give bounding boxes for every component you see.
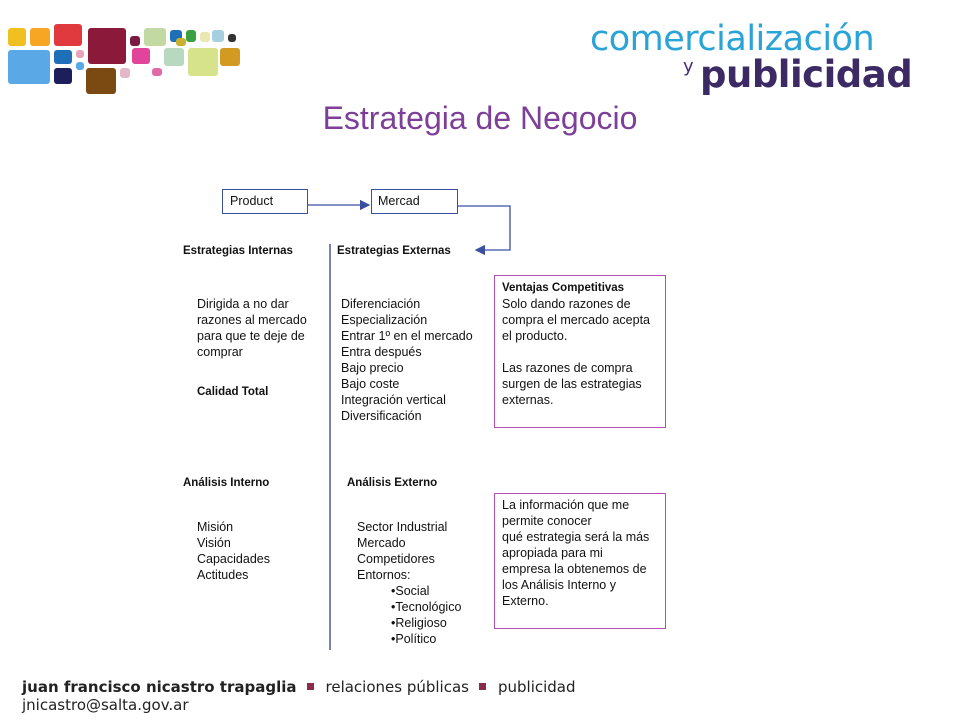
- mercad-label: Mercad: [378, 194, 420, 208]
- logo-tile: [212, 30, 224, 42]
- col2-item: Bajo precio: [341, 361, 404, 375]
- strategy-diagram: [170, 170, 680, 660]
- logo-tile: [186, 30, 196, 42]
- footer-separator: [307, 683, 314, 690]
- col2-item: Entra después: [341, 345, 422, 359]
- analisis-externo-item: Competidores: [357, 552, 435, 566]
- col1-line: para que te deje de: [197, 329, 305, 343]
- logo-tile: [152, 68, 162, 76]
- box2-line: los Análisis Interno y: [502, 578, 616, 592]
- ventajas-competitivas-box: [494, 275, 666, 428]
- box1-line: compra el mercado acepta: [502, 313, 650, 327]
- col2-item: Diversificación: [341, 409, 422, 423]
- logo-tile: [144, 28, 166, 46]
- arrow-mercad-to-externas: [457, 206, 510, 250]
- logo-tile: [188, 48, 218, 76]
- analisis-interno-item: Misión: [197, 520, 234, 534]
- analisis-interno-item: Actitudes: [197, 568, 249, 582]
- heading-ventajas-competitivas: Ventajas Competitivas: [502, 282, 625, 294]
- analisis-externo-item: Entornos:: [357, 568, 411, 582]
- product-box: [222, 189, 308, 214]
- box2-line: apropiada para mi: [502, 546, 603, 560]
- box2-line: qué estrategia será la más: [502, 530, 650, 544]
- logo-tile: [88, 28, 126, 64]
- footer-email: jnicastro@salta.gov.ar: [22, 696, 189, 714]
- brand-line2: publicidad: [700, 53, 913, 96]
- col2-item: Entrar 1º en el mercado: [341, 329, 473, 343]
- analisis-externo-item: Sector Industrial: [357, 520, 448, 534]
- logo-tile: [54, 50, 72, 64]
- footer-role-1: relaciones públicas: [325, 678, 469, 696]
- heading-estrategias-internas: Estrategias Internas: [183, 245, 293, 257]
- logo-tile: [8, 50, 50, 84]
- col2-item: Bajo coste: [341, 377, 400, 391]
- brand-line1: comercialización: [590, 19, 875, 59]
- box1-line: Las razones de compra: [502, 361, 633, 375]
- box2-line: permite conocer: [502, 514, 592, 528]
- col1-line: Dirigida a no dar: [197, 297, 289, 311]
- logo-tile: [228, 34, 236, 42]
- heading-estrategias-externas: Estrategias Externas: [337, 245, 451, 257]
- entorno-bullet: •Religioso: [391, 616, 447, 630]
- col1-line: razones al mercado: [197, 313, 307, 327]
- slide-title: Estrategia de Negocio: [322, 100, 638, 136]
- analisis-externo-item: Mercado: [357, 536, 406, 550]
- box2-line: empresa la obtenemos de: [502, 562, 647, 576]
- box1-line: externas.: [502, 393, 554, 407]
- logo-tile: [54, 68, 72, 84]
- box2-line: La información que me: [502, 498, 630, 512]
- logo-tile: [86, 68, 116, 94]
- box1-line: surgen de las estrategias: [502, 377, 642, 391]
- logo-tile: [8, 28, 26, 46]
- heading-analisis-interno: Análisis Interno: [183, 477, 270, 489]
- heading-analisis-externo: Análisis Externo: [347, 477, 438, 489]
- logo-tile: [54, 24, 82, 46]
- logo-tile: [164, 48, 184, 66]
- footer-credits: [22, 680, 576, 695]
- col2-item: Diferenciación: [341, 297, 421, 311]
- logo-tile: [220, 48, 240, 66]
- analisis-interno-item: Capacidades: [197, 552, 270, 566]
- heading-calidad-total: Calidad Total: [197, 386, 269, 398]
- col2-item: Especialización: [341, 313, 428, 327]
- box1-line: Solo dando razones de: [502, 297, 631, 311]
- footer-author-name: juan francisco nicastro trapaglia: [22, 678, 297, 696]
- col1-line: comprar: [197, 345, 243, 359]
- product-label: Product: [230, 194, 274, 208]
- logo-tile: [200, 32, 210, 42]
- logo-tile: [76, 62, 84, 70]
- brand-connector: y: [683, 56, 694, 77]
- informacion-box: [494, 493, 666, 629]
- logo-tile: [132, 48, 150, 64]
- logo-tile: [76, 50, 84, 58]
- col2-item: Integración vertical: [341, 393, 446, 407]
- footer-separator: [479, 683, 486, 690]
- analisis-interno-item: Visión: [197, 536, 231, 550]
- box2-line: Externo.: [502, 594, 549, 608]
- logo-tile: [120, 68, 130, 78]
- footer-role-2: publicidad: [497, 678, 576, 696]
- entorno-bullet: •Político: [391, 632, 437, 646]
- entorno-bullet: •Social: [391, 584, 430, 598]
- logo-tile: [176, 38, 186, 46]
- mercad-box: [371, 189, 458, 214]
- entorno-bullet: •Tecnológico: [391, 600, 462, 614]
- box1-line: el producto.: [502, 329, 568, 343]
- logo-tile: [130, 36, 140, 46]
- logo-tile: [30, 28, 50, 46]
